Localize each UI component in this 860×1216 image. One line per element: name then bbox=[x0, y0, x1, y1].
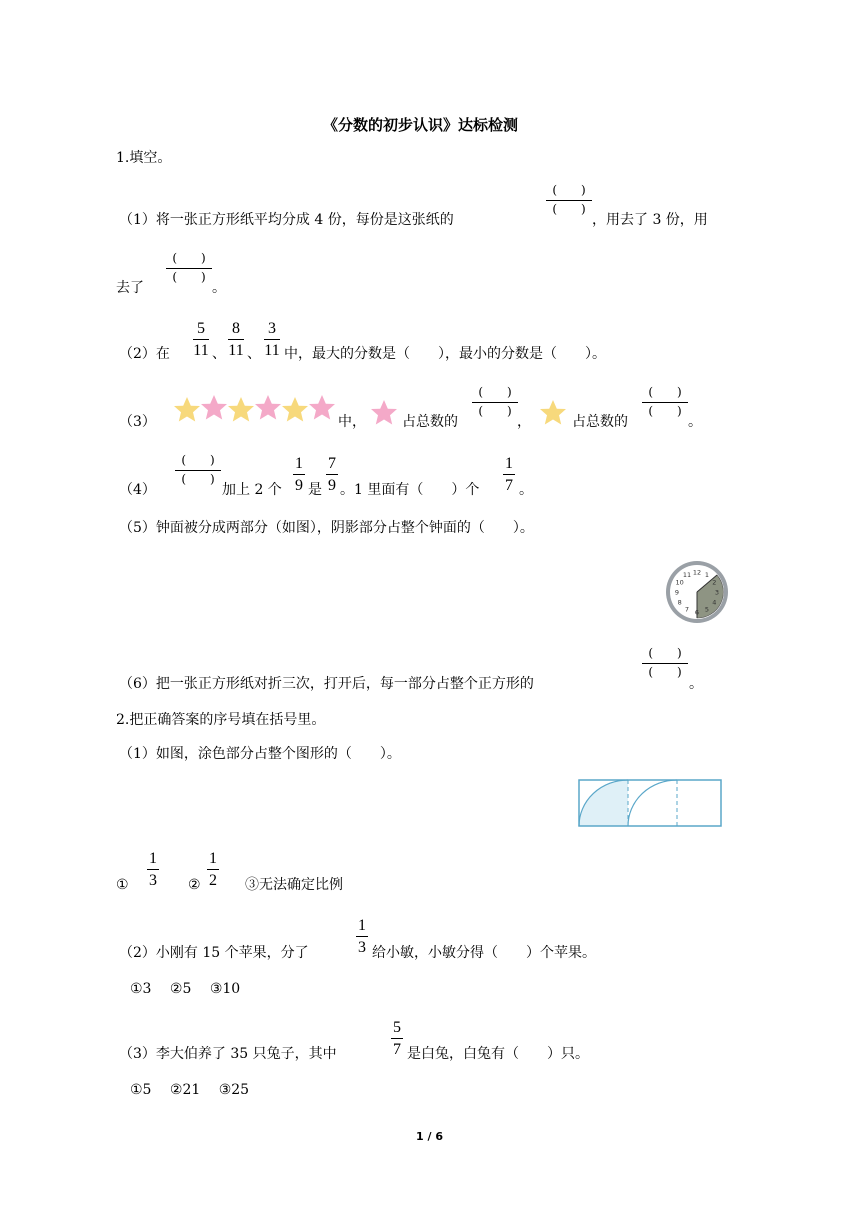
answer-blank-fraction[interactable]: ( ) ( ) bbox=[472, 385, 518, 419]
option-1-marker: ① bbox=[116, 877, 129, 893]
clock-numeral: 8 bbox=[677, 598, 682, 607]
fraction-8-11: 8 11 bbox=[228, 320, 244, 359]
q1-6-text-a: （6）把一张正方形纸对折三次，打开后，每一部分占整个正方形的 bbox=[119, 676, 534, 692]
yellow-star-icon bbox=[282, 397, 308, 422]
clock-numeral: 6 bbox=[694, 608, 700, 617]
stars-row-image bbox=[172, 392, 338, 426]
pink-star-icon bbox=[255, 395, 281, 420]
q1-3-label: （3） bbox=[119, 414, 156, 430]
answer-blank-fraction[interactable]: ( ) ( ) bbox=[546, 183, 592, 217]
shaded-rectangle-figure bbox=[576, 777, 724, 829]
q1-1-text-d: 。 bbox=[212, 280, 226, 296]
q1-2-text-b: 中，最大的分数是（ ），最小的分数是（ ）。 bbox=[284, 346, 606, 362]
section2-heading: 2.把正确答案的序号填在括号里。 bbox=[116, 712, 326, 728]
clock-numeral: 4 bbox=[712, 598, 717, 607]
option-2-fraction: 1 2 bbox=[209, 850, 217, 889]
answer-blank-fraction[interactable]: ( ) ( ) bbox=[642, 646, 688, 680]
fraction-7-9: 7 9 bbox=[328, 455, 336, 494]
page-number: 1 / 6 bbox=[416, 1130, 443, 1143]
fraction-1-3: 1 3 bbox=[358, 917, 366, 956]
clock-numeral: 12 bbox=[692, 568, 702, 577]
answer-blank-fraction[interactable]: ( ) ( ) bbox=[175, 453, 221, 487]
q2-3-options: ①5 ②21 ③25 bbox=[130, 1082, 250, 1098]
clock-numeral: 3 bbox=[714, 588, 720, 597]
separator: 、 bbox=[212, 346, 226, 362]
q1-3-text-f: 。 bbox=[688, 414, 702, 430]
q2-3-text-a: （3）李大伯养了 35 只兔子，其中 bbox=[119, 1046, 337, 1062]
clock-numeral: 2 bbox=[712, 578, 717, 587]
q1-3-text-c: 占总数的 bbox=[402, 414, 458, 430]
pink-star-icon bbox=[201, 395, 227, 420]
yellow-star-icon bbox=[537, 398, 569, 428]
fraction-1-9: 1 9 bbox=[295, 455, 303, 494]
yellow-star-icon bbox=[228, 397, 254, 422]
q2-2-text-b: 给小敏，小敏分得（ ）个苹果。 bbox=[372, 945, 596, 961]
q1-4-text-c: 。1 里面有（ ）个 bbox=[340, 482, 480, 498]
clock-numeral: 9 bbox=[674, 588, 680, 597]
clock-numeral: 1 bbox=[704, 571, 710, 579]
q2-2-options: ①3 ②5 ③10 bbox=[130, 981, 241, 997]
option-2-marker: ② bbox=[188, 877, 201, 893]
q1-3-text-e: 占总数的 bbox=[572, 414, 628, 430]
pink-star-icon bbox=[309, 395, 335, 420]
q1-3-text-d: ， bbox=[517, 414, 531, 430]
pink-star-icon bbox=[368, 398, 400, 428]
q1-6-text-b: 。 bbox=[689, 676, 703, 692]
q2-1-text: （1）如图，涂色部分占整个图形的（ ）。 bbox=[119, 746, 401, 762]
answer-blank-fraction[interactable]: ( ) ( ) bbox=[642, 385, 688, 419]
section1-heading: 1.填空。 bbox=[116, 150, 172, 166]
q1-1-text-b: ，用去了 3 份，用 bbox=[592, 212, 708, 228]
q2-3-text-b: 是白兔，白兔有（ ）只。 bbox=[407, 1046, 589, 1062]
q1-4-text-b: 是 bbox=[308, 482, 322, 498]
q1-1-text-a: （1）将一张正方形纸平均分成 4 份，每份是这张纸的 bbox=[119, 212, 454, 228]
q2-2-text-a: （2）小刚有 15 个苹果，分了 bbox=[119, 945, 309, 961]
separator: 、 bbox=[247, 346, 261, 362]
fraction-5-11: 5 11 bbox=[193, 320, 209, 359]
q1-3-text-b: 中， bbox=[338, 414, 366, 430]
clock-numeral: 7 bbox=[684, 605, 690, 614]
q1-4-text-d: 。 bbox=[519, 482, 533, 498]
fraction-5-7: 5 7 bbox=[393, 1019, 401, 1058]
q1-4-label: （4） bbox=[119, 482, 156, 498]
fraction-1-7: 1 7 bbox=[505, 455, 513, 494]
q1-2-text-a: （2）在 bbox=[119, 346, 170, 362]
clock-numeral: 10 bbox=[675, 578, 684, 587]
q1-1-text-c: 去了 bbox=[116, 280, 144, 296]
clock-numeral: 11 bbox=[682, 571, 692, 579]
q1-4-text-a: 加上 2 个 bbox=[222, 482, 282, 498]
option-1-fraction: 1 3 bbox=[149, 850, 157, 889]
fraction-3-11: 3 11 bbox=[264, 320, 280, 359]
q1-5-text: （5）钟面被分成两部分（如图），阴影部分占整个钟面的（ ）。 bbox=[119, 520, 534, 536]
option-3-text: ③无法确定比例 bbox=[245, 877, 343, 893]
clock-image bbox=[664, 559, 730, 625]
page-title: 《分数的初步认识》达标检测 bbox=[323, 116, 519, 134]
yellow-star-icon bbox=[174, 397, 200, 422]
clock-numeral: 5 bbox=[704, 605, 710, 614]
answer-blank-fraction[interactable]: ( ) ( ) bbox=[166, 251, 212, 285]
